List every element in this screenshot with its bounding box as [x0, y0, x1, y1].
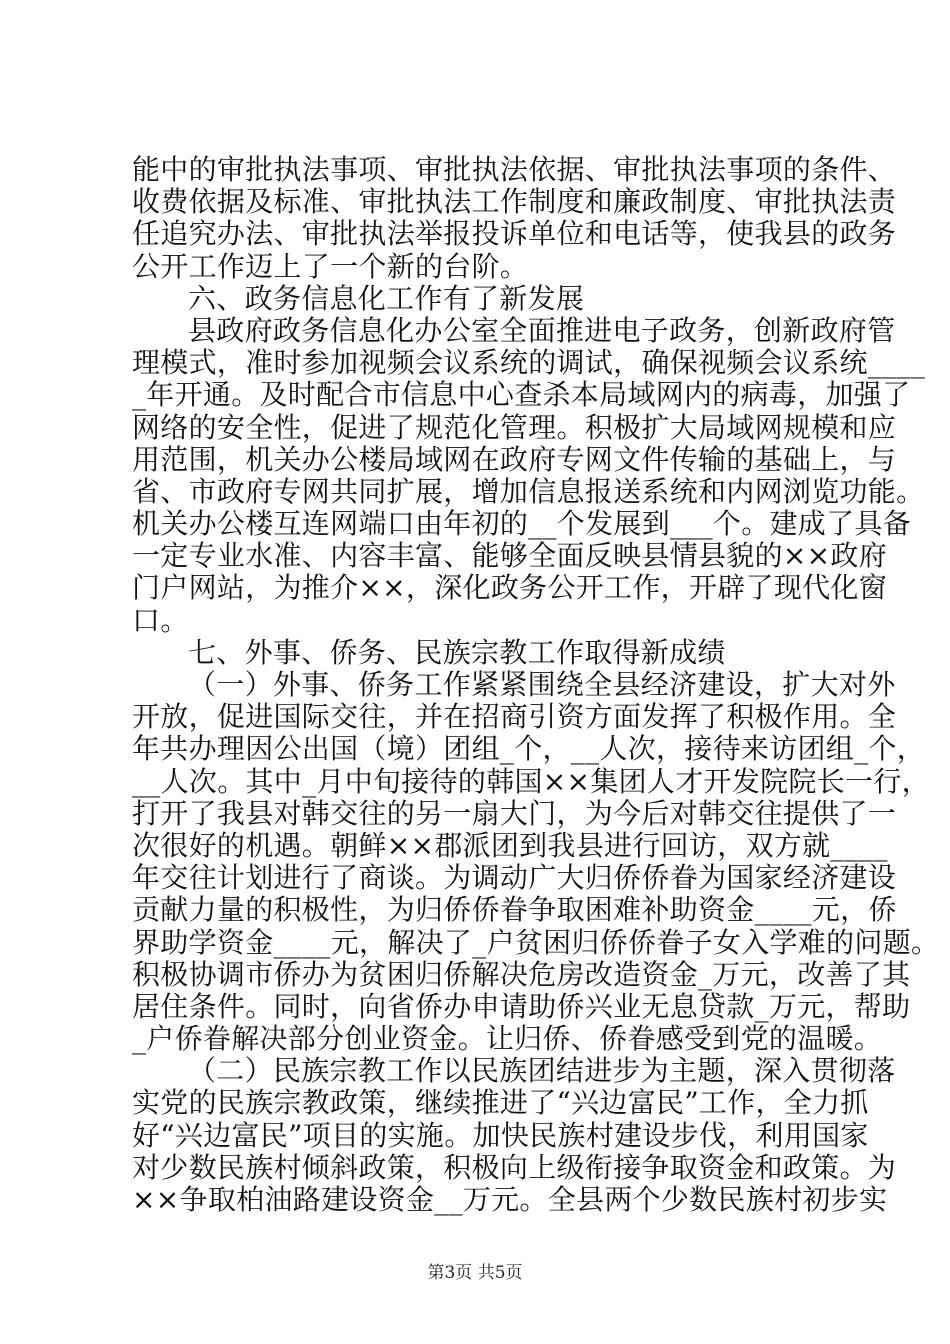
section-heading: 六、政务信息化工作有了新发展	[188, 281, 585, 315]
text-line: 积极协调市侨办为贫困归侨解决危房改造资金_万元，改善了其	[132, 957, 911, 991]
text-line: 次很好的机遇。朝鲜××郡派团到我县进行回访，双方就____	[132, 828, 888, 862]
text-line: 任追究办法、审批执法举报投诉单位和电话等，使我县的政务	[132, 217, 897, 251]
text-line: 贡献力量的积极性，为归侨侨眷争取困难补助资金____元，侨	[132, 893, 897, 927]
section-heading: 七、外事、侨务、民族宗教工作取得新成绩	[188, 635, 726, 669]
page-number: 第3页 共5页	[427, 1263, 523, 1283]
body-text	[132, 153, 940, 1216]
text-line: _户侨眷解决部分创业资金。让归侨、侨眷感受到党的温暖。	[132, 1022, 883, 1056]
text-line: 一定专业水准、内容丰富、能够全面反映县情县貌的××政府	[132, 539, 888, 573]
text-line: 门户网站，为推介××，深化政务公开工作，开辟了现代化窗	[132, 571, 888, 605]
text-line: 年交往计划进行了商谈。为调动广大归侨侨眷为国家经济建设	[132, 861, 897, 895]
text-line: 能中的审批执法事项、审批执法依据、审批执法事项的条件、	[132, 153, 897, 186]
text-line: 收费依据及标准、审批执法工作制度和廉政制度、审批执法责	[132, 185, 897, 219]
text-line: 用范围，机关办公楼局域网在政府专网文件传输的基础上，与	[132, 442, 897, 476]
text-line: 居住条件。同时，向省侨办申请助侨兴业无息贷款_万元，帮助	[132, 989, 911, 1023]
text-line: 开放，促进国际交往，并在招商引资方面发挥了积极作用。全	[132, 700, 897, 734]
text-line: 界助学资金____元，解决了_户贫困归侨侨眷子女入学难的问题。	[132, 925, 940, 959]
text-line: 打开了我县对韩交往的另一扇大门，为今后对韩交往提供了一	[132, 796, 897, 830]
text-line: 对少数民族村倾斜政策，积极向上级衔接争取资金和政策。为	[132, 1150, 897, 1184]
text-line: 年共办理因公出国（境）团组_个，__人次，接待来访团组_个，	[132, 732, 926, 766]
text-line: 实党的民族宗教政策，继续推进了“兴边富民”工作，全力抓	[132, 1086, 869, 1120]
text-line: 省、市政府专网共同扩展，增加信息报送系统和内网浏览功能。	[132, 474, 925, 508]
text-line: ××争取柏油路建设资金__万元。全县两个少数民族村初步实	[132, 1183, 888, 1216]
text-line: 口。	[132, 603, 189, 637]
text-line: 好“兴边富民”项目的实施。加快民族村建设步伐，利用国家	[132, 1118, 869, 1152]
text-line: __人次。其中_月中旬接待的韩国××集团人才开发院院长一行，	[132, 764, 930, 798]
text-line: （二）民族宗教工作以民族团结进步为主题，深入贯彻落	[188, 1054, 896, 1088]
text-line: 县政府政务信息化办公室全面推进电子政务，创新政府管	[188, 313, 896, 347]
text-line: 网络的安全性，促进了规范化管理。积极扩大局域网规模和应	[132, 410, 897, 444]
text-line: 机关办公楼互连网端口由年初的__个发展到___个。建成了具备	[132, 507, 912, 541]
text-line: _年开通。及时配合市信息中心查杀本局域网内的病毒，加强了	[132, 378, 911, 412]
text-line: 公开工作迈上了一个新的台阶。	[132, 249, 529, 283]
text-line: （一）外事、侨务工作紧紧围绕全县经济建设，扩大对外	[188, 668, 896, 701]
text-line: 理模式，准时参加视频会议系统的调试，确保视频会议系统____	[132, 346, 926, 380]
